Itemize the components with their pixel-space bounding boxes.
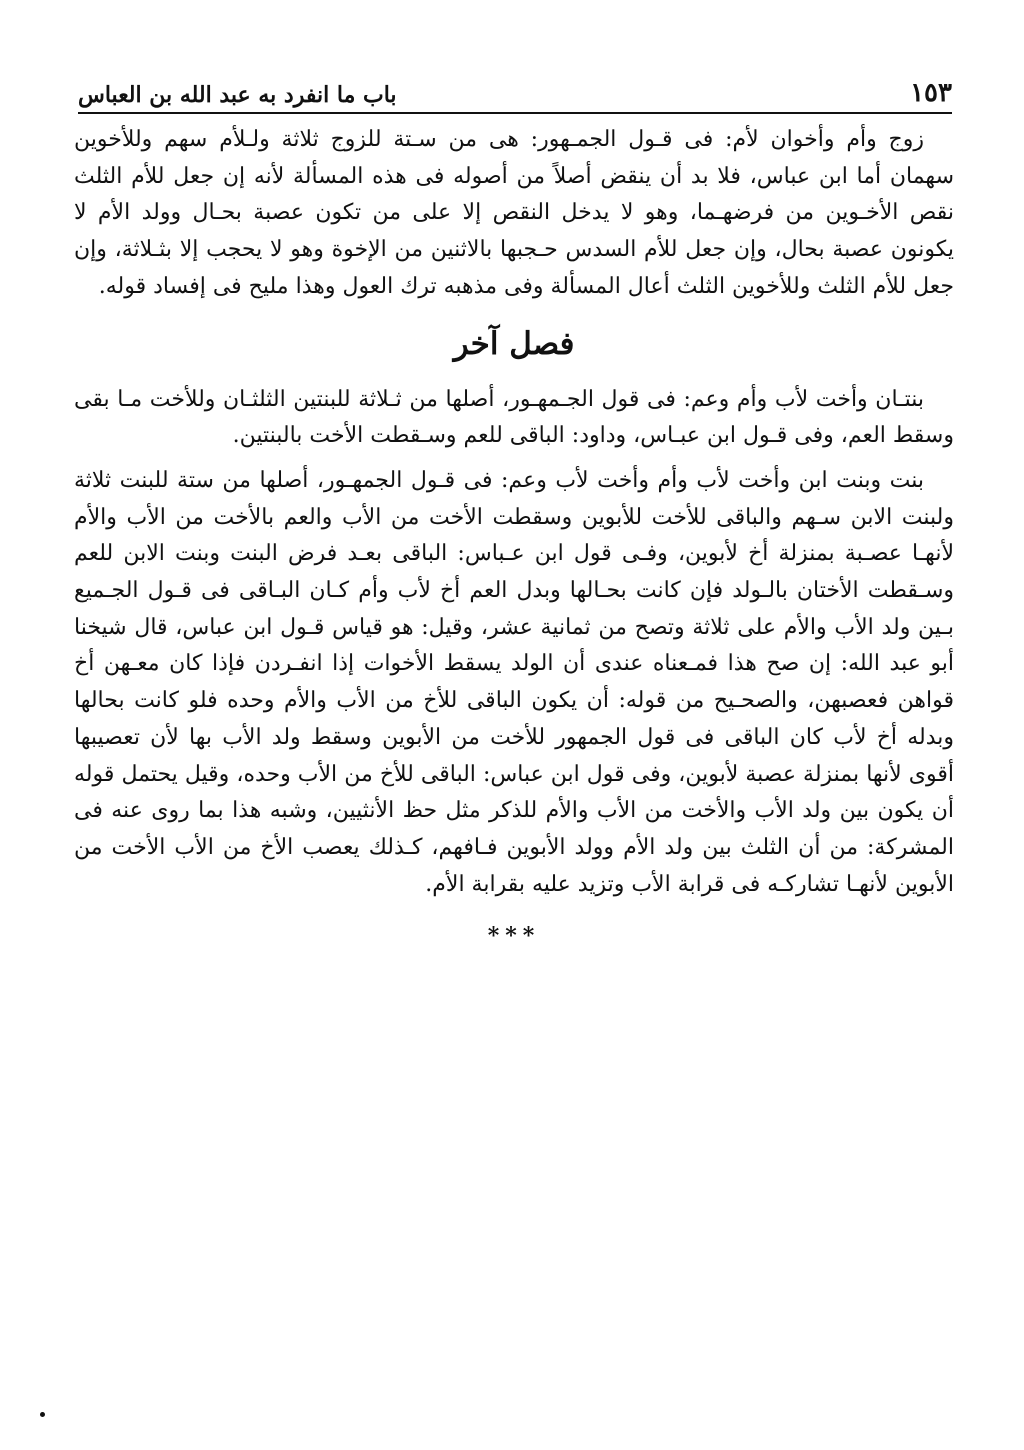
running-header-title: باب ما انفرد به عبد الله بن العباس (78, 81, 397, 108)
running-header (78, 62, 952, 108)
scan-speck (40, 1412, 45, 1417)
paragraph-section-2: بنت وبنت ابن وأخت لأب وأم وأخت لأب وعم: فى قـول الجمهـور، أصلها من ستة للبنت ثلاثة ولبنت الابن سـهم والباقى للأخت للأبوين وسقطت الأخت من الأب والعم بالأخت من الأب والأم لأنهـا عصـبة بمنزلة أخ لأبوين، وفـى قول ابن عـباس: الباقى بعـد فرض البنت وبنت الابن للعم وسـقطت الأختان بالـولد فإن كانت بحـالها وبدل العم أخ لأب وأم كـان البـاقى فى قـول الجـميع بـين ولد الأب والأم على ثلاثة وتصح من ثمانية عشر، وقيل: هو قياس قـول ابن عباس، قال شيخنا أبو عبد الله: إن صح هذا فمـعناه عندى أن الولد يسقط الأخوات إذا انفـردن فإذا كان معـهن أخ قواهن فعصبهن، والصحـيح من قوله: أن يكون الباقى للأخ من الأب والأم وحده فلو كانت بحالها وبدله أخ لأب كان الباقى فى قول الجمهور للأخت من الأبوين وسقط ولد الأب بها لأن تعصيبها أقوى لأنها بمنزلة عصبة لأبوين، وفى قول ابن عباس: الباقى للأخ من الأب وحده، وقيل يحتمل قوله أن يكون بين ولد الأب والأخت من الأب والأم للذكر مثل حظ الأنثيين، وشبه هذا بما روى عنه فى المشركة: من أن الثلث بين ولد الأم وولد الأبوين فـافهم، كـذلك يعصب الأخ من الأب الأخت من الأبوين لأنهـا تشاركـه فى قرابة الأب وتزيد عليه بقرابة الأم. (74, 467, 954, 897)
paragraph-intro: زوج وأم وأخوان لأم: فى قـول الجمـهور: هى من سـتة للزوج ثلاثة ولـلأم سهم وللأخوين سهمان أما ابن عباس، فلا بد أن ينقض أصلاً من أصوله فى هذه المسألة لأنه إن جعل للأم الثلث نقص الأخـوين من فرضهـما، وهو لا يدخل النقص إلا على من تكون عصبة بحـال وولد الأم لا يكونون عصبة بحال، وإن جعل للأم السدس حـجبها بالاثنين من الإخوة وهو لا يحجب إلا بثـلاثة، وإن جعل للأم الثلث وللأخوين الثلث أعال المسألة وفى مذهبه ترك العول وهذا مليح فى إفساد قوله. (74, 127, 954, 299)
section-heading: فصل آخر (453, 325, 575, 362)
paragraph-section-1: بنتـان وأخت لأب وأم وعم: فى قول الجـمهـور، أصلها من ثـلاثة للبنتين الثلثـان وللأخت مـا بقى وسقط العم، وفى قـول ابن عبـاس، وداود: الباقى للعم وسـقطت الأخت بالبنتين. (74, 386, 954, 449)
page-body (74, 122, 954, 949)
header-divider (78, 112, 952, 114)
page-number: ١٥٣ (910, 78, 952, 109)
end-marker: *** (487, 923, 541, 950)
